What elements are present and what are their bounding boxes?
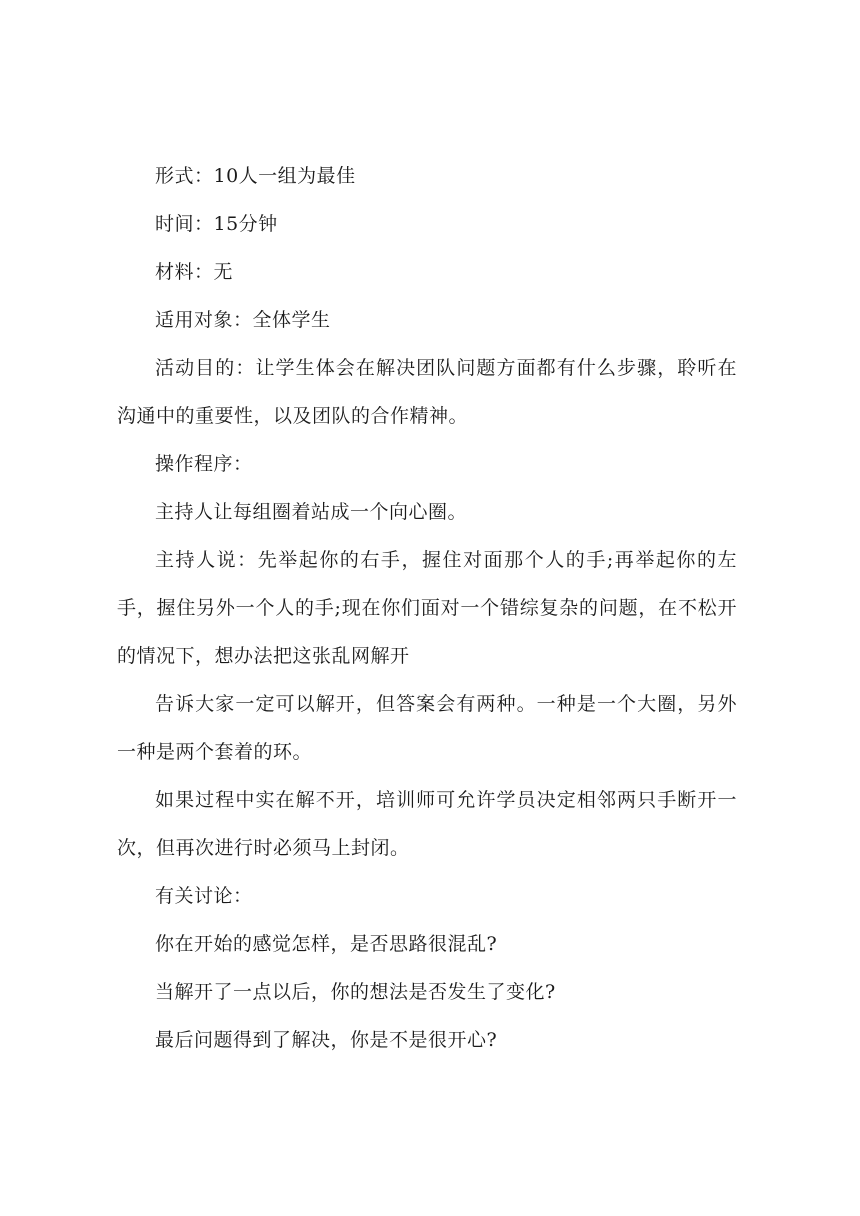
paragraph-question-1: 你在开始的感觉怎样，是否思路很混乱? [155,933,498,955]
paragraph-time: 时间：15分钟 [155,213,278,235]
paragraph-step-2: 主持人说：先举起你的右手，握住对面那个人的手;再举起你的左手，握住另外一个人的手;现在你们面对一个错综复杂的问题，在不松开的情况下，想办法把这张乱网解开 [117,549,737,667]
paragraph-procedure-heading: 操作程序： [155,453,253,475]
paragraph-step-4: 如果过程中实在解不开，培训师可允许学员决定相邻两只手断开一次，但再次进行时必须马上封闭。 [117,789,737,859]
paragraph-materials: 材料：无 [155,261,234,283]
paragraph-audience: 适用对象：全体学生 [155,309,331,331]
paragraph-discussion-heading: 有关讨论： [155,885,253,907]
document-body [117,152,737,1064]
paragraph-format: 形式：10人一组为最佳 [155,165,356,187]
paragraph-step-3: 告诉大家一定可以解开，但答案会有两种。一种是一个大圈，另外一种是两个套着的环。 [117,693,737,763]
paragraph-purpose: 活动目的：让学生体会在解决团队问题方面都有什么步骤，聆听在沟通中的重要性，以及团队的合作精神。 [117,357,737,427]
paragraph-question-2: 当解开了一点以后，你的想法是否发生了变化? [155,981,556,1003]
paragraph-question-3: 最后问题得到了解决，你是不是很开心? [155,1029,498,1051]
paragraph-step-1: 主持人让每组圈着站成一个向心圈。 [155,501,468,523]
